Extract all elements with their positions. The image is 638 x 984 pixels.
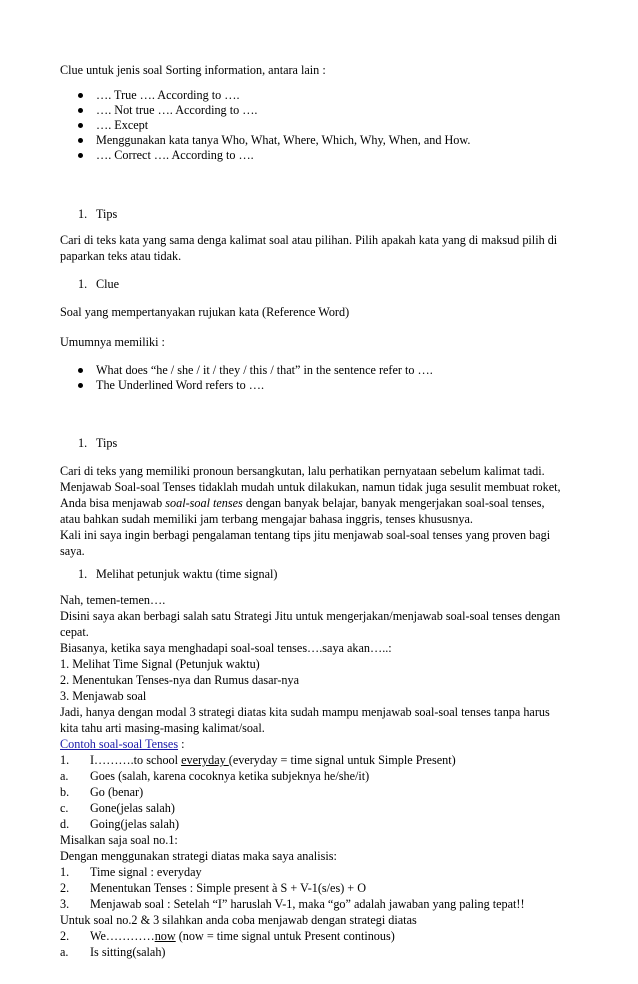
text-line: 1. Melihat Time Signal (Petunjuk waktu) <box>60 657 260 671</box>
bullet-icon <box>78 123 83 128</box>
text-line: atau bahkan sudah memiliki jam terbang mengajar bahasa inggris, tenses khususnya. <box>60 512 473 526</box>
clue-paragraph: Soal yang mempertanyakan rujukan kata (Reference Word) <box>60 305 350 319</box>
option-text: Going(jelas salah) <box>90 817 180 831</box>
underlined-text: everyday <box>181 753 229 767</box>
list-item-text: …. Correct …. According to …. <box>96 148 254 162</box>
heading-tips <box>78 435 117 451</box>
text-line: Menjawab Soal-soal Tenses tidaklah mudah untuk dilakukan, namun tidak juga sesulit membuat roket, <box>60 480 561 494</box>
question-number: 2. <box>60 929 70 943</box>
text-line: Biasanya, ketika saya menghadapi soal-soal tenses….saya akan…..: <box>60 641 392 655</box>
list-item-text: What does “he / she / it / they / this / that” in the sentence refer to …. <box>96 363 433 377</box>
question-2 <box>60 928 580 944</box>
heading-label: Clue <box>96 277 120 291</box>
option-text: Goes (salah, karena cocoknya ketika subjeknya he/she/it) <box>90 769 370 783</box>
step-text: Menentukan Tenses : Simple present à S + V-1(s/es) + O <box>90 881 367 895</box>
text-line: Dengan menggunakan strategi diatas maka saya analisis: <box>60 849 337 863</box>
strategy-section <box>60 592 580 960</box>
heading-melihat <box>78 566 277 582</box>
step-text: Time signal : everyday <box>90 865 202 879</box>
underlined-text: now <box>154 929 176 943</box>
text-span: dengan banyak belajar, banyak mengerjakan soal-soal tenses, <box>242 496 545 510</box>
option-row <box>60 768 580 784</box>
text-line: Cari di teks kata yang sama denga kalimat soal atau pilihan. Pilih apakah kata yang di maksud pilih di <box>60 233 558 247</box>
option-key: b. <box>60 785 70 799</box>
text-line: kita tahu arti masing-masing kalimat/soal. <box>60 721 265 735</box>
option-row <box>60 800 580 816</box>
umumnya-text: Umumnya memiliki : <box>60 335 165 349</box>
tips-tenses-paragraph <box>60 463 580 559</box>
list-item-text: …. Not true …. According to …. <box>96 103 258 117</box>
list-item-text: The Underlined Word refers to …. <box>96 378 265 392</box>
text-line: 2. Menentukan Tenses-nya dan Rumus dasar-nya <box>60 673 299 687</box>
step-text: Menjawab soal : Setelah “I” haruslah V-1, maka “go” adalah jawaban yang paling tepat!! <box>90 897 525 911</box>
list-item <box>78 103 470 118</box>
option-row <box>60 816 580 832</box>
heading-label: Tips <box>96 436 118 450</box>
option-key: a. <box>60 945 69 959</box>
heading-number: 1. <box>78 207 88 221</box>
heading-label: Tips <box>96 207 118 221</box>
text-line: Nah, temen-temen…. <box>60 593 166 607</box>
italic-text: soal-soal tenses <box>165 496 243 510</box>
tips-paragraph <box>60 232 580 264</box>
option-key: c. <box>60 801 69 815</box>
list-item <box>78 148 470 163</box>
contoh-link[interactable]: Contoh soal-soal Tenses <box>60 737 179 751</box>
text-line: Misalkan saja soal no.1: <box>60 833 178 847</box>
text-span: Anda bisa menjawab <box>60 496 166 510</box>
clue-bullet-list <box>78 88 470 163</box>
text-span: (everyday = time signal untuk Simple Present) <box>228 753 456 767</box>
list-item <box>78 118 470 133</box>
heading-number: 1. <box>78 567 88 581</box>
list-item <box>78 378 433 393</box>
reference-bullet-list <box>78 363 433 393</box>
step-row <box>60 896 580 912</box>
heading-number: 1. <box>78 277 88 291</box>
text-span: (now = time signal untuk Present continous) <box>175 929 395 943</box>
text-span: : <box>178 737 185 751</box>
step-number: 3. <box>60 897 70 911</box>
heading-tips <box>78 206 117 222</box>
question-1 <box>60 752 580 768</box>
list-item <box>78 88 470 103</box>
list-item <box>78 363 433 378</box>
text-span: I……….to school <box>90 753 182 767</box>
text-line: Untuk soal no.2 & 3 silahkan anda coba menjawab dengan strategi diatas <box>60 913 417 927</box>
text-span: We………… <box>90 929 155 943</box>
text-line <box>60 495 580 511</box>
bullet-icon <box>78 108 83 113</box>
contoh-line <box>60 736 580 752</box>
option-key: d. <box>60 817 70 831</box>
option-key: a. <box>60 769 69 783</box>
text-line: saya. <box>60 544 85 558</box>
step-number: 2. <box>60 881 70 895</box>
bullet-icon <box>78 153 83 158</box>
list-item-text: …. Except <box>96 118 149 132</box>
option-text: Gone(jelas salah) <box>90 801 175 815</box>
question-number: 1. <box>60 753 70 767</box>
option-row <box>60 944 580 960</box>
text-line: Jadi, hanya dengan modal 3 strategi diatas kita sudah mampu menjawab soal-soal tenses tanpa harus <box>60 705 550 719</box>
step-number: 1. <box>60 865 70 879</box>
text-line: Disini saya akan berbagi salah satu Strategi Jitu untuk mengerjakan/menjawab soal-soal tenses dengan <box>60 609 561 623</box>
intro-text: Clue untuk jenis soal Sorting information, antara lain : <box>60 63 326 77</box>
list-item-text: Menggunakan kata tanya Who, What, Where, Which, Why, When, and How. <box>96 133 471 147</box>
heading-number: 1. <box>78 436 88 450</box>
bullet-icon <box>78 93 83 98</box>
step-row <box>60 880 580 896</box>
bullet-icon <box>78 138 83 143</box>
text-line: cepat. <box>60 625 89 639</box>
step-row <box>60 864 580 880</box>
bullet-icon <box>78 383 83 388</box>
heading-clue <box>78 276 119 292</box>
option-row <box>60 784 580 800</box>
option-text: Is sitting(salah) <box>90 945 166 959</box>
text-line: 3. Menjawab soal <box>60 689 147 703</box>
list-item-text: …. True …. According to …. <box>96 88 240 102</box>
text-line: Cari di teks yang memiliki pronoun bersangkutan, lalu perhatikan pernyataan sebelum kalimat tadi. <box>60 464 545 478</box>
text-line: Kali ini saya ingin berbagi pengalaman tentang tips jitu menjawab soal-soal tenses yang proven bagi <box>60 528 551 542</box>
bullet-icon <box>78 368 83 373</box>
list-item <box>78 133 470 148</box>
text-line: paparkan teks atau tidak. <box>60 249 182 263</box>
option-text: Go (benar) <box>90 785 144 799</box>
heading-label: Melihat petunjuk waktu (time signal) <box>96 567 278 581</box>
